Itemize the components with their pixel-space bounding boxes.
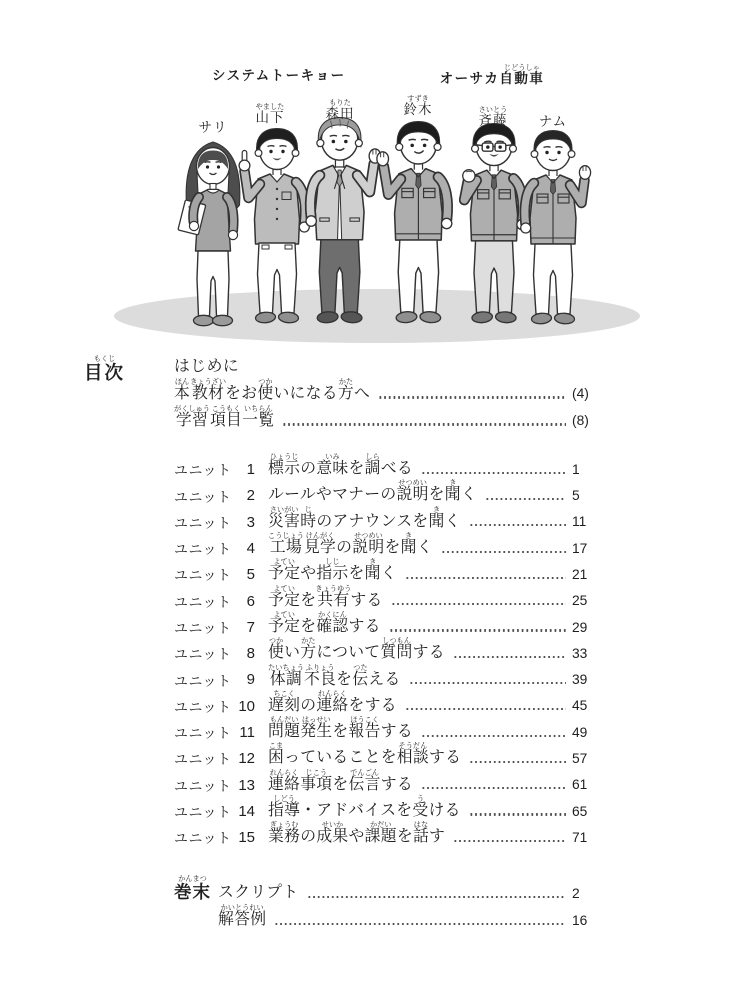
- unit-word: ユニット: [174, 672, 232, 689]
- unit-page-number: 71: [572, 829, 588, 845]
- unit-title: ルールやマナーの説明せつめいを聞きく: [268, 478, 477, 504]
- dotted-leader: [421, 787, 566, 789]
- unit-title: 遅刻ちこくの連絡れんらくをする: [268, 688, 397, 714]
- toc-appendix: [174, 876, 606, 929]
- toc-unit-row: [174, 768, 606, 794]
- toc-front-row: [174, 403, 606, 430]
- dotted-leader: [378, 396, 566, 398]
- table-of-contents: [0, 348, 729, 929]
- unit-word: ユニット: [174, 488, 232, 505]
- company-label-system-tokyo: システムトーキョー: [212, 68, 346, 83]
- unit-number: 13: [238, 776, 255, 794]
- unit-word: ユニット: [174, 725, 232, 742]
- dotted-leader: [405, 577, 566, 579]
- characters-illustration: [0, 0, 729, 360]
- unit-page-number: 5: [572, 488, 580, 504]
- toc-unit-row: [174, 662, 606, 688]
- unit-word: ユニット: [174, 619, 232, 636]
- dotted-leader: [274, 923, 566, 925]
- toc-unit-row: [174, 557, 606, 583]
- dotted-leader: [453, 840, 566, 842]
- unit-title: 業務ぎょうむの成果せいかや課題かだいを話はなす: [268, 820, 446, 846]
- unit-title: 工場こうじょう見学けんがくの説明せつめいを聞きく: [268, 531, 433, 557]
- unit-word: ユニット: [174, 541, 232, 558]
- company-label-osaka-jidosha: オーサカ自動車じどうしゃ: [439, 63, 545, 86]
- appendix-item-page: 2: [572, 885, 580, 901]
- unit-page-number: 49: [572, 724, 588, 740]
- unit-number: 3: [246, 513, 255, 531]
- unit-title: 困こまっていることを相談そうだんする: [268, 741, 462, 767]
- toc-unit-row: [174, 583, 606, 609]
- unit-number: 7: [246, 618, 255, 636]
- dotted-leader: [441, 551, 566, 553]
- dotted-leader: [307, 896, 567, 898]
- unit-page-number: 1: [572, 461, 580, 477]
- front-item-page: (8): [572, 413, 589, 429]
- dotted-leader: [453, 656, 566, 658]
- unit-title: 予定よていを共有きょうゆうする: [268, 583, 383, 609]
- unit-title: 連絡れんらく事項じこうを伝言でんごんする: [268, 767, 413, 793]
- unit-number: 5: [246, 566, 255, 584]
- unit-title: 予定よていや指示しじを聞きく: [268, 557, 397, 583]
- front-item-page: (4): [572, 386, 589, 402]
- unit-title: 体調たいちょう不良ふりょうを伝つたえる: [268, 662, 401, 688]
- appendix-label: 巻末かんまつ: [174, 874, 211, 903]
- unit-number: 10: [238, 697, 255, 715]
- unit-word: ユニット: [174, 514, 232, 531]
- unit-page-number: 25: [572, 593, 588, 609]
- intro-title-text: はじめに: [174, 358, 240, 375]
- dotted-leader: [421, 735, 566, 737]
- toc-appendix-row: [174, 902, 606, 929]
- unit-word: ユニット: [174, 804, 232, 821]
- unit-number: 15: [238, 829, 255, 847]
- unit-word: ユニット: [174, 777, 232, 794]
- toc-unit-row: [174, 715, 606, 741]
- toc-front-row: [174, 376, 606, 403]
- toc-appendix-row: [174, 876, 606, 902]
- dotted-leader: [282, 423, 566, 425]
- dotted-leader: [485, 498, 566, 500]
- unit-word: ユニット: [174, 646, 232, 663]
- unit-page-number: 45: [572, 698, 588, 714]
- dotted-leader: [391, 603, 566, 605]
- unit-number: 11: [239, 724, 255, 742]
- toc-unit-row: [174, 531, 606, 557]
- dotted-leader: [389, 629, 566, 631]
- unit-page-number: 11: [572, 514, 587, 530]
- toc-units: [174, 452, 606, 846]
- unit-word: ユニット: [174, 567, 232, 584]
- character-name-morita: 森田もりた: [325, 98, 355, 121]
- front-item-title: 本ほん教材きょうざいをお使つかいになる方かたへ: [174, 376, 371, 402]
- dotted-leader: [409, 682, 566, 684]
- toc-unit-row: [174, 741, 606, 767]
- unit-page-number: 65: [572, 803, 588, 819]
- unit-title: 予定よていを確認かくにんする: [268, 609, 381, 635]
- toc-unit-row: [174, 610, 606, 636]
- dotted-leader: [469, 524, 566, 526]
- unit-number: 12: [238, 750, 255, 768]
- unit-number: 8: [246, 645, 255, 663]
- dotted-leader: [469, 813, 566, 815]
- unit-number: 6: [246, 592, 255, 610]
- unit-title: 標示ひょうじの意味いみを調しらべる: [268, 452, 413, 478]
- toc-heading: 目次もくじ: [84, 354, 126, 383]
- unit-page-number: 17: [572, 540, 588, 556]
- dotted-leader: [469, 761, 566, 763]
- unit-page-number: 57: [572, 751, 588, 767]
- dotted-leader: [421, 472, 566, 474]
- appendix-item-page: 16: [572, 912, 588, 928]
- appendix-item-title: 解答例かいとうれい: [218, 903, 267, 929]
- character-name-suzuki: 鈴木すずき: [403, 94, 433, 117]
- dotted-leader: [405, 708, 566, 710]
- toc-unit-row: [174, 794, 606, 820]
- toc-unit-row: [174, 452, 606, 478]
- character-name-nam: ナム: [538, 114, 568, 129]
- character-name-sari: サリ: [198, 120, 228, 135]
- toc-unit-row: [174, 505, 606, 531]
- unit-page-number: 39: [572, 672, 588, 688]
- toc-unit-row: [174, 636, 606, 662]
- unit-word: ユニット: [174, 751, 232, 768]
- toc-unit-row: [174, 689, 606, 715]
- appendix-item-title: スクリプト: [218, 884, 299, 902]
- unit-page-number: 33: [572, 645, 588, 661]
- unit-number: 1: [246, 461, 255, 479]
- unit-number: 14: [238, 802, 255, 820]
- front-item-title: 学習がくしゅう項目こうもく一覧いちらん: [174, 403, 275, 429]
- character-name-saito: 斉藤さいとう: [478, 105, 508, 128]
- unit-word: ユニット: [174, 830, 232, 847]
- toc-unit-row: [174, 820, 606, 846]
- unit-title: 問題もんだい発生はっせいを報告ほうこくする: [268, 715, 413, 741]
- toc-intro-title: [174, 350, 606, 376]
- unit-title: 使つかい方かたについて質問しつもんする: [268, 636, 445, 662]
- unit-word: ユニット: [174, 593, 232, 610]
- unit-page-number: 21: [572, 566, 588, 582]
- unit-word: ユニット: [174, 698, 232, 715]
- unit-page-number: 29: [572, 619, 588, 635]
- unit-number: 2: [246, 487, 255, 505]
- unit-title: 指導しどう・アドバイスを受うける: [268, 794, 461, 819]
- unit-number: 4: [246, 539, 255, 557]
- unit-title: 災害さいがい時じのアナウンスを聞きく: [268, 504, 461, 530]
- toc-unit-row: [174, 478, 606, 504]
- unit-number: 9: [246, 671, 255, 689]
- unit-word: ユニット: [174, 462, 232, 479]
- character-name-yamashita: 山下やました: [255, 102, 285, 125]
- unit-page-number: 61: [572, 777, 588, 793]
